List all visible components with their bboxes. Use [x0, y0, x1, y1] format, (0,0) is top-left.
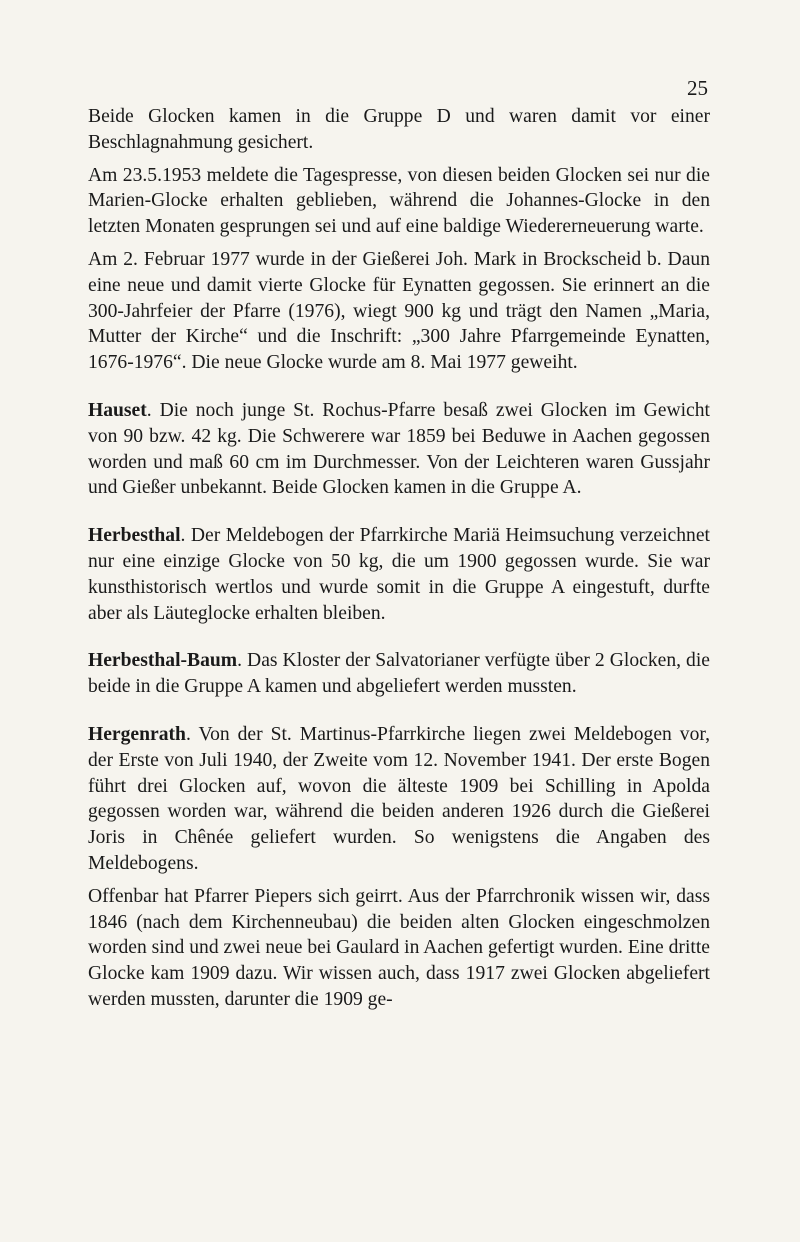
- section-body: . Die noch junge St. Rochus-Pfarre besaß zwei Glocken im Gewicht von 90 bzw. 42 kg. Die Schwerere war 1859 bei Beduwe in Aachen gegossen worden und maß 60 cm im Durchmesser. Von der Leichteren waren Gussjahr und Gießer unbekannt. Beide Glocken kamen in die Gruppe A.: [88, 399, 710, 499]
- body-text: [88, 104, 710, 1020]
- paragraph: Am 23.5.1953 meldete die Tagespresse, von diesen beiden Glocken sei nur die Marien-Glocke erhalten geblieben, während die Johannes-Glocke in den letzten Monaten gesprungen sei und auf eine baldige Wiedererneuerung warte.: [88, 164, 710, 238]
- section-heading: Herbesthal: [88, 525, 181, 547]
- section-body: . Der Meldebogen der Pfarrkirche Mariä Heimsuchung verzeichnet nur eine einzige Glocke von 50 kg, die um 1900 gegossen wurde. Sie war kunsthistorisch wertlos und wurde somit in die Gruppe A eingestuft, durfte aber als Läuteglocke erhalten bleiben.: [88, 525, 710, 624]
- paragraph: Offenbar hat Pfarrer Piepers sich geirrt. Aus der Pfarrchronik wissen wir, dass 1846 (nach dem Kirchenneubau) die beiden alten Glocken eingeschmolzen worden sind und zwei neue bei Gaulard in Aachen gefertigt wurden. Eine dritte Glocke kam 1909 dazu. Wir wissen auch, dass 1917 zwei Glocken abgeliefert werden mussten, darunter die 1909 ge-: [88, 885, 710, 1010]
- section-herbesthal-baum: [88, 648, 710, 700]
- section-heading: Hauset: [88, 399, 147, 421]
- section-heading: Herbesthal-Baum: [88, 650, 238, 672]
- paragraph: Am 2. Februar 1977 wurde in der Gießerei Joh. Mark in Brockscheid b. Daun eine neue und damit vierte Glocke für Eynatten gegossen. Sie erinnert an die 300-Jahrfeier der Pfarre (1976), wiegt 900 kg und trägt den Namen „Maria, Mutter der Kirche“ und die Inschrift: „300 Jahre Pfarrgemeinde Eynatten, 1676-1976“. Die neue Glocke wurde am 8. Mai 1977 geweiht.: [88, 248, 710, 374]
- section-body: . Das Kloster der Salvatorianer verfügte über 2 Glocken, die beide in die Gruppe A kamen und abgeliefert werden mussten.: [88, 650, 710, 698]
- section-hergenrath: [88, 722, 710, 877]
- paragraph: Beide Glocken kamen in die Gruppe D und waren damit vor einer Beschlagnahmung gesichert.: [88, 106, 710, 153]
- section-body: . Von der St. Martinus-Pfarrkirche liegen zwei Meldebogen vor, der Erste von Juli 1940, der Zweite vom 12. November 1941. Der erste Bogen führt drei Glocken auf, wovon die älteste 1909 bei Schilling in Apolda gegossen worden war, während die beiden anderen 1926 durch die Gießerei Joris in Chênée geliefert wurden. So wenigstens die Angaben des Meldebogens.: [88, 723, 710, 874]
- section-herbesthal: [88, 523, 710, 626]
- page-number: 25: [687, 76, 708, 100]
- section-heading: Hergenrath: [88, 723, 186, 745]
- section-hauset: [88, 398, 710, 501]
